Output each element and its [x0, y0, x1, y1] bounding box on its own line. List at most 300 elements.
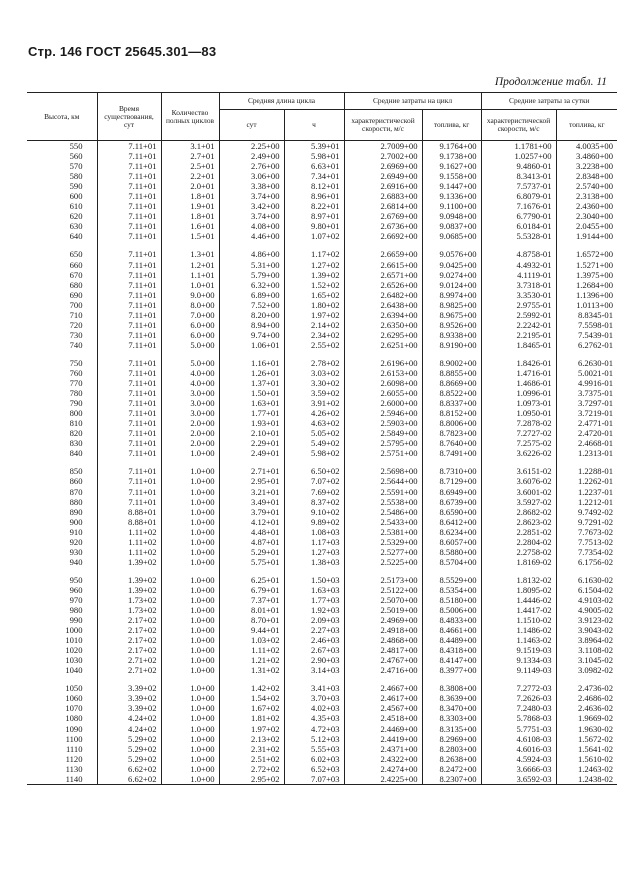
cell-cycle-hours: 7.34+01 [284, 171, 344, 181]
cell-cycles: 1.8+01 [161, 191, 219, 201]
cell-altitude: 790 [69, 398, 83, 409]
cell-cycle-days: 1.54+02 [219, 693, 284, 703]
cell-cycle-days: 2.25+00 [219, 141, 284, 152]
cell-cycle-speed: 2.6692+00 [344, 231, 422, 241]
cell-day-speed: 3.3530-01 [481, 290, 556, 300]
cell-cycle-hours: 2.78+02 [284, 358, 344, 368]
cell-altitude: 730 [69, 329, 83, 340]
cell-day-speed: 7.1676-01 [481, 201, 556, 211]
cell-cycle-hours: 2.34+02 [284, 330, 344, 340]
cell-cycle-speed: 2.6615+00 [344, 260, 422, 270]
cell-altitude: 960 [69, 584, 83, 595]
cell-altitude: 830 [69, 438, 83, 449]
col-header-cycle-hours: ч [284, 110, 344, 141]
cell-cycle-days: 6.32+00 [219, 280, 284, 290]
cell-cycle-fuel: 8.6949+00 [422, 487, 481, 497]
cell-cycle-days: 9.44+01 [219, 625, 284, 635]
cell-altitude: 920 [69, 536, 83, 547]
cell-cycle-fuel: 9.0576+00 [422, 249, 481, 259]
cell-cycle-speed: 2.4419+00 [344, 734, 422, 744]
table-row [27, 605, 617, 615]
cell-cycle-hours: 5.55+03 [284, 744, 344, 754]
cell-cycle-hours: 1.27+02 [284, 260, 344, 270]
cell-day-fuel: 1.5610-02 [556, 754, 617, 764]
cell-cycle-fuel: 9.1764+00 [422, 141, 481, 152]
cell-lifetime: 7.11+01 [97, 428, 161, 438]
cell-day-fuel: 3.8964-02 [556, 635, 617, 645]
table-row [27, 428, 617, 438]
table-row [27, 141, 617, 152]
cell-lifetime: 7.11+01 [97, 211, 161, 221]
cell-cycle-days: 1.21+02 [219, 655, 284, 665]
table-row [27, 398, 617, 408]
col-header-day-fuel: топлива, кг [556, 110, 617, 141]
cell-cycle-fuel: 8.9526+00 [422, 320, 481, 330]
group-spacer [27, 458, 617, 466]
cell-cycle-days: 3.49+01 [219, 497, 284, 507]
cell-day-fuel: 1.2463-02 [556, 764, 617, 774]
cell-cycle-hours: 2.14+02 [284, 320, 344, 330]
cell-day-speed: 7.2727-02 [481, 428, 556, 438]
cell-day-fuel: 1.2212-01 [556, 497, 617, 507]
cell-cycle-days: 6.25+01 [219, 575, 284, 585]
cell-cycle-fuel: 8.3977+00 [422, 665, 481, 675]
cell-lifetime: 7.11+01 [97, 231, 161, 241]
col-group-per-day: Средние затраты за сутки [481, 93, 617, 110]
cell-day-speed: 2.8682-02 [481, 507, 556, 517]
cell-cycle-hours: 1.80+02 [284, 300, 344, 310]
table-row [27, 655, 617, 665]
cell-altitude: 1090 [65, 723, 83, 734]
cell-cycles: 2.2+01 [161, 171, 219, 181]
cell-day-speed: 2.8623-02 [481, 517, 556, 527]
cell-cycle-speed: 2.4667+00 [344, 683, 422, 693]
cell-cycle-speed: 2.4868+00 [344, 635, 422, 645]
cell-cycles: 1.9+01 [161, 201, 219, 211]
cell-cycles: 9.0+00 [161, 290, 219, 300]
cell-lifetime: 7.11+01 [97, 201, 161, 211]
cell-cycle-hours: 8.12+01 [284, 181, 344, 191]
cell-cycle-hours: 8.97+01 [284, 211, 344, 221]
cell-cycle-fuel: 8.9002+00 [422, 358, 481, 368]
cell-cycle-hours: 2.55+02 [284, 340, 344, 350]
cell-cycle-speed: 2.6098+00 [344, 378, 422, 388]
cell-cycle-hours: 3.91+02 [284, 398, 344, 408]
cell-altitude: 930 [69, 546, 83, 557]
cell-cycle-fuel: 8.7823+00 [422, 428, 481, 438]
cell-cycle-hours: 1.27+03 [284, 547, 344, 557]
cell-altitude: 800 [69, 408, 83, 419]
cell-day-fuel: 9.7492-02 [556, 507, 617, 517]
cell-cycle-days: 3.79+01 [219, 507, 284, 517]
cell-day-speed: 5.5328-01 [481, 231, 556, 241]
cell-cycle-fuel: 9.1447+00 [422, 181, 481, 191]
cell-cycle-days: 2.49+01 [219, 448, 284, 458]
cell-lifetime: 2.17+02 [97, 615, 161, 625]
cell-cycle-fuel: 8.5880+00 [422, 547, 481, 557]
cell-cycle-fuel: 9.0274+00 [422, 270, 481, 280]
cell-day-speed: 9.4860-01 [481, 161, 556, 171]
cell-cycle-speed: 2.5698+00 [344, 466, 422, 476]
table-row [27, 408, 617, 418]
cell-cycle-speed: 2.5277+00 [344, 547, 422, 557]
cell-day-speed: 5.7751-03 [481, 724, 556, 734]
cell-altitude: 600 [69, 191, 83, 202]
cell-lifetime: 5.29+02 [97, 754, 161, 764]
cell-lifetime: 2.17+02 [97, 645, 161, 655]
cell-day-fuel: 1.2684+00 [556, 280, 617, 290]
cell-cycle-days: 1.50+01 [219, 388, 284, 398]
cell-cycle-speed: 2.4918+00 [344, 625, 422, 635]
cell-day-speed: 3.7318-01 [481, 280, 556, 290]
cell-day-fuel: 6.1504-02 [556, 585, 617, 595]
cell-cycle-fuel: 8.5180+00 [422, 595, 481, 605]
cell-cycle-fuel: 9.0685+00 [422, 231, 481, 241]
table-row [27, 191, 617, 201]
cell-day-speed: 1.1486-02 [481, 625, 556, 635]
group-spacer [27, 675, 617, 683]
cell-cycle-hours: 1.38+03 [284, 557, 344, 567]
cell-day-fuel: 3.7297-01 [556, 398, 617, 408]
cell-cycle-speed: 2.6526+00 [344, 280, 422, 290]
table-row [27, 487, 617, 497]
cell-altitude: 560 [69, 151, 83, 162]
cell-cycles: 6.0+00 [161, 330, 219, 340]
cell-day-speed: 7.2480-03 [481, 703, 556, 713]
cell-day-speed: 3.6151-02 [481, 466, 556, 476]
cell-cycles: 1.0+00 [161, 547, 219, 557]
table-row [27, 320, 617, 330]
cell-cycle-hours: 3.70+03 [284, 693, 344, 703]
cell-day-speed: 1.8095-02 [481, 585, 556, 595]
cell-day-fuel: 4.9916-01 [556, 378, 617, 388]
cell-cycle-fuel: 8.4833+00 [422, 615, 481, 625]
cell-day-fuel: 2.3040+00 [556, 211, 617, 221]
col-header-cycles: Количество полных циклов [161, 93, 219, 141]
cell-lifetime: 3.39+02 [97, 703, 161, 713]
cell-cycles: 1.0+00 [161, 754, 219, 764]
cell-lifetime: 7.11+01 [97, 290, 161, 300]
cell-altitude: 860 [69, 476, 83, 487]
cell-cycle-days: 3.06+00 [219, 171, 284, 181]
cell-cycle-fuel: 8.2307+00 [422, 774, 481, 785]
cell-altitude: 840 [69, 448, 83, 459]
cell-cycle-speed: 2.4567+00 [344, 703, 422, 713]
cell-cycle-fuel: 8.5529+00 [422, 575, 481, 585]
cell-cycle-hours: 2.09+03 [284, 615, 344, 625]
cell-lifetime: 7.11+01 [97, 141, 161, 152]
cell-day-fuel: 3.2238+00 [556, 161, 617, 171]
table-row [27, 645, 617, 655]
cell-cycle-days: 5.29+01 [219, 547, 284, 557]
table-body [27, 141, 617, 785]
cell-cycles: 3.0+00 [161, 388, 219, 398]
table-row [27, 665, 617, 675]
cell-cycles: 1.2+01 [161, 260, 219, 270]
cell-cycle-fuel: 8.7640+00 [422, 438, 481, 448]
cell-cycle-hours: 4.26+02 [284, 408, 344, 418]
cell-altitude: 1040 [65, 665, 83, 676]
cell-cycle-hours: 2.90+03 [284, 655, 344, 665]
cell-day-fuel: 6.1630-02 [556, 575, 617, 585]
cell-cycle-days: 1.06+01 [219, 340, 284, 350]
cell-cycle-fuel: 8.2969+00 [422, 734, 481, 744]
cell-cycles: 4.0+00 [161, 368, 219, 378]
cell-cycle-speed: 2.5381+00 [344, 527, 422, 537]
cell-day-fuel: 3.9043-02 [556, 625, 617, 635]
table-row [27, 378, 617, 388]
cell-cycle-fuel: 8.9825+00 [422, 300, 481, 310]
cell-cycle-fuel: 9.1738+00 [422, 151, 481, 161]
cell-altitude: 680 [69, 279, 83, 290]
cell-cycle-fuel: 8.8152+00 [422, 408, 481, 418]
cell-altitude: 1130 [65, 763, 83, 774]
cell-cycle-fuel: 8.8855+00 [422, 368, 481, 378]
cell-lifetime: 7.11+01 [97, 448, 161, 458]
table-row [27, 249, 617, 259]
cell-cycle-hours: 7.07+02 [284, 476, 344, 486]
cell-cycle-hours: 4.72+03 [284, 724, 344, 734]
cell-cycles: 2.0+00 [161, 438, 219, 448]
table-row [27, 260, 617, 270]
cell-cycle-fuel: 8.4661+00 [422, 625, 481, 635]
cell-day-speed: 1.8465-01 [481, 340, 556, 350]
cell-altitude: 590 [69, 181, 83, 192]
cell-cycle-fuel: 8.3470+00 [422, 703, 481, 713]
cell-cycle-days: 2.51+02 [219, 754, 284, 764]
table-row [27, 734, 617, 744]
cell-lifetime: 7.11+01 [97, 171, 161, 181]
cell-lifetime: 5.29+02 [97, 744, 161, 754]
cell-cycle-speed: 2.6295+00 [344, 330, 422, 340]
cell-day-fuel: 1.9669-02 [556, 713, 617, 723]
cell-altitude: 660 [69, 259, 83, 270]
cell-cycle-speed: 2.6736+00 [344, 221, 422, 231]
cell-lifetime: 3.39+02 [97, 683, 161, 693]
cell-altitude: 670 [69, 269, 83, 280]
cell-cycle-hours: 1.92+03 [284, 605, 344, 615]
cell-cycle-speed: 2.5644+00 [344, 476, 422, 486]
table-row [27, 310, 617, 320]
cell-day-fuel: 7.5598-01 [556, 320, 617, 330]
cell-cycles: 1.0+00 [161, 665, 219, 675]
cell-cycle-fuel: 8.5006+00 [422, 605, 481, 615]
cell-cycle-speed: 2.7002+00 [344, 151, 422, 161]
cell-cycle-speed: 2.6350+00 [344, 320, 422, 330]
table-row [27, 517, 617, 527]
table-row [27, 418, 617, 428]
cell-cycle-hours: 1.77+03 [284, 595, 344, 605]
cell-cycle-fuel: 8.9974+00 [422, 290, 481, 300]
cell-cycle-days: 4.12+01 [219, 517, 284, 527]
cell-lifetime: 1.39+02 [97, 585, 161, 595]
cell-cycle-speed: 2.4274+00 [344, 764, 422, 774]
table-row [27, 625, 617, 635]
cell-cycle-days: 3.74+00 [219, 191, 284, 201]
cell-altitude: 770 [69, 378, 83, 389]
cell-day-fuel: 4.9005-02 [556, 605, 617, 615]
cell-cycle-speed: 2.4322+00 [344, 754, 422, 764]
cell-cycle-speed: 2.6055+00 [344, 388, 422, 398]
cell-lifetime: 7.11+01 [97, 476, 161, 486]
cell-day-speed: 3.6666-03 [481, 764, 556, 774]
cell-lifetime: 7.11+01 [97, 388, 161, 398]
cell-altitude: 1020 [65, 645, 83, 656]
cell-cycle-speed: 2.5122+00 [344, 585, 422, 595]
cell-cycle-fuel: 8.6057+00 [422, 537, 481, 547]
cell-lifetime: 7.11+01 [97, 320, 161, 330]
table-row [27, 744, 617, 754]
cell-day-speed: 7.2772-03 [481, 683, 556, 693]
table-row [27, 231, 617, 241]
cell-cycles: 1.0+00 [161, 655, 219, 665]
cell-cycle-speed: 2.4969+00 [344, 615, 422, 625]
cell-cycle-fuel: 8.6412+00 [422, 517, 481, 527]
cell-cycle-speed: 2.5591+00 [344, 487, 422, 497]
cell-day-fuel: 2.4636-02 [556, 703, 617, 713]
cell-day-fuel: 1.5641-02 [556, 744, 617, 754]
cell-day-speed: 3.5927-02 [481, 497, 556, 507]
cell-day-speed: 1.0973-01 [481, 398, 556, 408]
cell-day-speed: 2.2242-01 [481, 320, 556, 330]
cell-day-fuel: 1.2288-01 [556, 466, 617, 476]
table-row [27, 585, 617, 595]
cell-lifetime: 7.11+01 [97, 466, 161, 476]
cell-altitude: 850 [69, 466, 83, 477]
cell-lifetime: 7.11+01 [97, 151, 161, 161]
cell-lifetime: 6.62+02 [97, 764, 161, 774]
cell-cycle-fuel: 8.2638+00 [422, 754, 481, 764]
cell-altitude: 1030 [65, 655, 83, 666]
cell-lifetime: 5.29+02 [97, 734, 161, 744]
table-row [27, 724, 617, 734]
cell-cycle-speed: 2.5795+00 [344, 438, 422, 448]
cell-altitude: 1070 [65, 703, 83, 714]
table-row [27, 221, 617, 231]
cell-lifetime: 7.11+01 [97, 270, 161, 280]
cell-cycle-speed: 2.5225+00 [344, 557, 422, 567]
cell-cycle-speed: 2.5329+00 [344, 537, 422, 547]
cell-cycle-days: 3.38+00 [219, 181, 284, 191]
cell-altitude: 990 [69, 615, 83, 626]
cell-lifetime: 7.11+01 [97, 161, 161, 171]
cell-cycle-days: 1.93+01 [219, 418, 284, 428]
table-row [27, 693, 617, 703]
table-row [27, 151, 617, 161]
cell-cycle-hours: 3.30+02 [284, 378, 344, 388]
cell-cycle-speed: 2.6769+00 [344, 211, 422, 221]
cell-cycle-hours: 3.41+03 [284, 683, 344, 693]
cell-lifetime: 1.39+02 [97, 575, 161, 585]
cell-day-fuel: 2.4668-01 [556, 438, 617, 448]
cell-cycle-speed: 2.4371+00 [344, 744, 422, 754]
cell-lifetime: 1.73+02 [97, 595, 161, 605]
cell-day-speed: 4.6108-03 [481, 734, 556, 744]
cell-altitude: 760 [69, 367, 83, 378]
table-row [27, 754, 617, 764]
table-row [27, 497, 617, 507]
cell-cycle-fuel: 8.3808+00 [422, 683, 481, 693]
cell-cycles: 1.0+00 [161, 466, 219, 476]
cell-cycle-fuel: 8.9190+00 [422, 340, 481, 350]
cell-altitude: 1100 [65, 733, 83, 744]
cell-cycles: 1.0+00 [161, 527, 219, 537]
cell-cycles: 3.0+00 [161, 398, 219, 408]
cell-cycle-fuel: 8.9675+00 [422, 310, 481, 320]
cell-day-fuel: 3.4860+00 [556, 151, 617, 161]
cell-day-speed: 3.6076-02 [481, 476, 556, 486]
cell-cycle-speed: 2.4225+00 [344, 774, 422, 785]
cell-cycle-hours: 7.69+02 [284, 487, 344, 497]
cell-lifetime: 7.11+01 [97, 221, 161, 231]
table-row [27, 527, 617, 537]
cell-cycles: 1.0+00 [161, 764, 219, 774]
cell-cycles: 1.0+00 [161, 734, 219, 744]
cell-cycle-hours: 9.89+02 [284, 517, 344, 527]
cell-altitude: 970 [69, 594, 83, 605]
cell-cycle-days: 1.63+01 [219, 398, 284, 408]
cell-cycles: 1.0+00 [161, 557, 219, 567]
cell-cycle-fuel: 8.5354+00 [422, 585, 481, 595]
cell-cycle-speed: 2.4716+00 [344, 665, 422, 675]
cell-cycles: 1.0+00 [161, 448, 219, 458]
cell-cycles: 7.0+00 [161, 310, 219, 320]
cell-cycle-fuel: 8.4147+00 [422, 655, 481, 665]
cell-cycle-days: 5.31+00 [219, 260, 284, 270]
cell-altitude: 950 [69, 574, 83, 585]
cell-day-speed: 3.6592-03 [481, 774, 556, 785]
cell-day-speed: 1.0950-01 [481, 408, 556, 418]
cell-cycles: 1.6+01 [161, 221, 219, 231]
cell-day-speed: 1.1510-02 [481, 615, 556, 625]
cell-altitude: 910 [69, 526, 83, 537]
cell-cycle-days: 7.52+00 [219, 300, 284, 310]
cell-cycle-speed: 2.5433+00 [344, 517, 422, 527]
cell-day-speed: 2.2804-02 [481, 537, 556, 547]
cell-day-speed: 1.1781+00 [481, 141, 556, 152]
cell-cycle-days: 3.42+00 [219, 201, 284, 211]
table-row [27, 358, 617, 368]
cell-cycle-fuel: 8.2472+00 [422, 764, 481, 774]
table-row [27, 507, 617, 517]
cell-cycle-hours: 1.52+02 [284, 280, 344, 290]
cell-altitude: 940 [69, 556, 83, 567]
cell-cycle-hours: 1.97+02 [284, 310, 344, 320]
cell-altitude: 1000 [65, 625, 83, 636]
cell-cycle-days: 1.97+02 [219, 724, 284, 734]
col-header-cycle-speed: характеристической скорости, м/с [344, 110, 422, 141]
table-row [27, 300, 617, 310]
col-header-cycle-days: сут [219, 110, 284, 141]
cell-cycles: 1.0+00 [161, 585, 219, 595]
cell-cycle-days: 8.70+01 [219, 615, 284, 625]
cell-day-fuel: 1.6572+00 [556, 249, 617, 259]
cell-cycle-fuel: 8.7310+00 [422, 466, 481, 476]
cell-cycles: 3.1+01 [161, 141, 219, 152]
cell-day-fuel: 1.2313-01 [556, 448, 617, 458]
cell-day-fuel: 2.4771-01 [556, 418, 617, 428]
col-group-per-cycle: Средние затраты на цикл [344, 93, 481, 110]
cell-cycle-hours: 5.05+02 [284, 428, 344, 438]
cell-cycle-days: 4.87+01 [219, 537, 284, 547]
cell-cycle-hours: 8.96+01 [284, 191, 344, 201]
cell-cycle-days: 1.37+01 [219, 378, 284, 388]
cell-cycles: 1.0+00 [161, 774, 219, 785]
cell-day-fuel: 7.7673-02 [556, 527, 617, 537]
cell-day-speed: 1.4417-02 [481, 605, 556, 615]
table-row [27, 713, 617, 723]
cell-day-fuel: 4.0035+00 [556, 141, 617, 152]
